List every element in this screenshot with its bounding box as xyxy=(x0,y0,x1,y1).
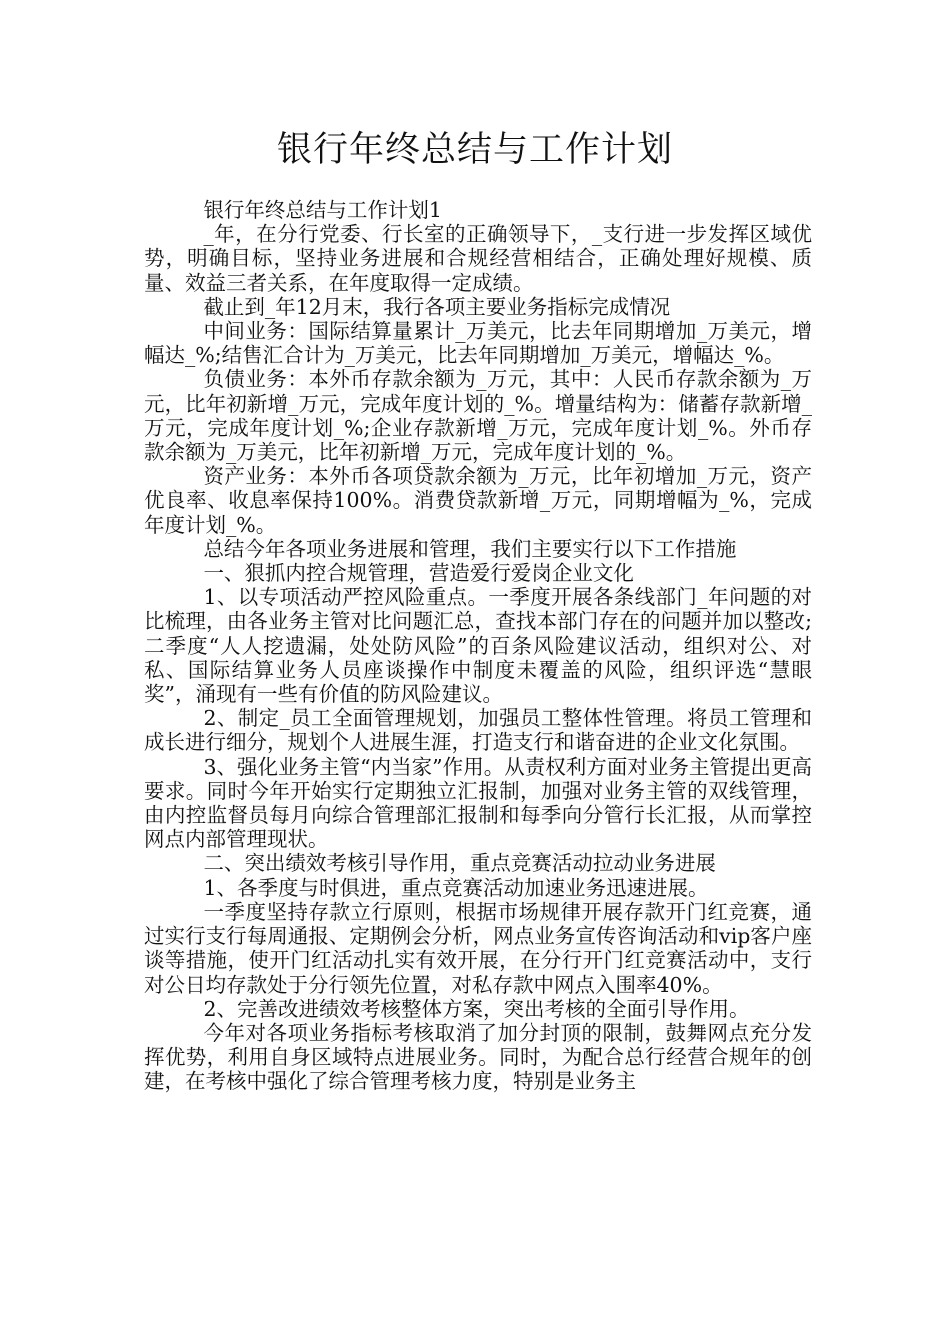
paragraph: 1、以专项活动严控风险重点。一季度开展各条线部门_年问题的对比梳理，由各业务主管对比问题汇总，查找本部门存在的问题并加以整改;二季度“人人挖遗漏，处处防风险”的百条风险建议活动，组织对公、对私、国际结算业务人员座谈操作中制度未覆盖的风险，组织评选“慧眼奖”，涌现有一些有价值的防风险建议。 xyxy=(144,585,812,707)
paragraph: 中间业务：国际结算量累计_万美元，比去年同期增加_万美元，增幅达_%;结售汇合计为_万美元，比去年同期增加_万美元，增幅达_%。 xyxy=(144,319,812,368)
paragraph: 2、制定_员工全面管理规划，加强员工整体性管理。将员工管理和成长进行细分，规划个人进展生涯，打造支行和谐奋进的企业文化氛围。 xyxy=(144,706,812,755)
section-heading: 一、狠抓内控合规管理，营造爱行爱岗企业文化 xyxy=(203,561,634,586)
document-body xyxy=(144,198,812,1094)
paragraph: 总结今年各项业务进展和管理，我们主要实行以下工作措施 xyxy=(203,536,737,561)
section-heading: 二、突出绩效考核引导作用，重点竞赛活动拉动业务进展 xyxy=(203,851,716,876)
paragraph: 2、完善改进绩效考核整体方案，突出考核的全面引导作用。 xyxy=(203,996,750,1021)
paragraph: 一季度坚持存款立行原则，根据市场规律开展存款开门红竞赛，通过实行支行每周通报、定期例会分析，网点业务宣传咨询活动和vip客户座谈等措施，使开门红活动扎实有效开展，在分行开门红竞赛活动中，支行对公日均存款处于分行领先位置，对私存款中网点入围率40%。 xyxy=(144,899,812,997)
paragraph: 资产业务：本外币各项贷款余额为_万元，比年初增加_万元，资产优良率、收息率保持100%。消费贷款新增_万元，同期增幅为_%，完成年度计划_%。 xyxy=(144,464,812,537)
paragraph: 3、强化业务主管“内当家”作用。从责权利方面对业务主管提出更高要求。同时今年开始实行定期独立汇报制，加强对业务主管的双线管理，由内控监督员每月向综合管理部汇报制和每季向分管行长汇报，从而掌控网点内部管理现状。 xyxy=(144,754,812,852)
paragraph: _年，在分行党委、行长室的正确领导下，_支行进一步发挥区域优势，明确目标，坚持业务进展和合规经营相结合，正确处理好规模、质量、效益三者关系，在年度取得一定成绩。 xyxy=(144,222,812,295)
document-title: 银行年终总结与工作计划 xyxy=(276,130,673,170)
paragraph: 银行年终总结与工作计划1 xyxy=(203,198,442,222)
paragraph: 1、各季度与时俱进，重点竞赛活动加速业务迅速进展。 xyxy=(203,875,709,900)
paragraph: 截止到_年12月末，我行各项主要业务指标完成情况 xyxy=(203,294,671,319)
paragraph: 今年对各项业务指标考核取消了加分封顶的限制，鼓舞网点充分发挥优势，利用自身区域特点进展业务。同时，为配合总行经营合规年的创建，在考核中强化了综合管理考核力度，特别是业务主 xyxy=(144,1020,812,1094)
paragraph: 负债业务：本外币存款余额为_万元，其中：人民币存款余额为_万元，比年初新增_万元，完成年度计划的_%。增量结构为：储蓄存款新增_万元，完成年度计划_%;企业存款新增_万元，完成年度计划_%。外币存款余额为_万美元，比年初新增_万元，完成年度计划的_%。 xyxy=(144,367,812,465)
